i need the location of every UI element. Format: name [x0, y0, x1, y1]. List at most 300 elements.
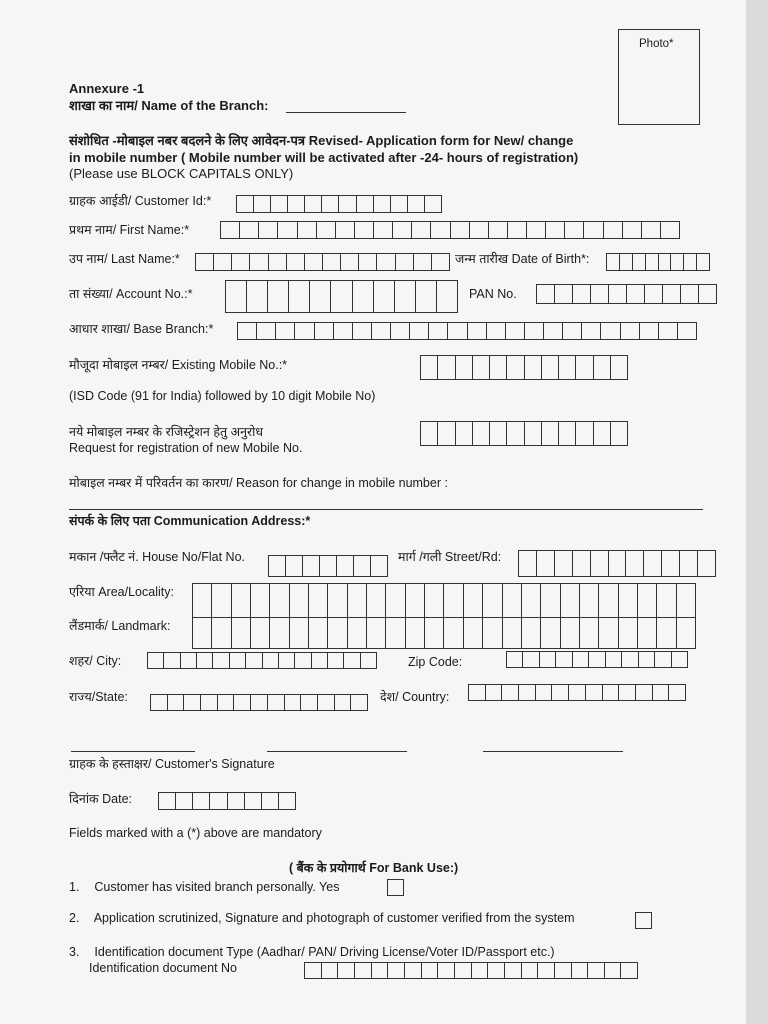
char-cell[interactable]: [519, 551, 537, 576]
char-cell[interactable]: [487, 323, 506, 339]
char-cell[interactable]: [213, 653, 229, 668]
char-cell[interactable]: [456, 356, 473, 379]
country-field[interactable]: [468, 684, 686, 701]
char-cell[interactable]: [444, 618, 463, 648]
char-cell[interactable]: [522, 584, 541, 617]
char-cell[interactable]: [621, 963, 637, 978]
char-cell[interactable]: [508, 222, 527, 238]
char-cell[interactable]: [257, 323, 276, 339]
char-cell[interactable]: [638, 584, 657, 617]
char-cell[interactable]: [437, 281, 457, 312]
char-cell[interactable]: [573, 551, 591, 576]
char-cell[interactable]: [214, 254, 232, 270]
char-cell[interactable]: [438, 356, 455, 379]
char-cell[interactable]: [230, 653, 246, 668]
char-cell[interactable]: [232, 254, 250, 270]
char-cell[interactable]: [505, 963, 522, 978]
char-cell[interactable]: [599, 584, 618, 617]
char-cell[interactable]: [555, 551, 573, 576]
char-cell[interactable]: [412, 222, 431, 238]
char-cell[interactable]: [677, 584, 695, 617]
char-cell[interactable]: [636, 685, 653, 700]
char-cell[interactable]: [640, 323, 659, 339]
char-cell[interactable]: [377, 254, 395, 270]
char-cell[interactable]: [262, 793, 279, 809]
char-cell[interactable]: [367, 618, 386, 648]
char-cell[interactable]: [386, 584, 405, 617]
char-cell[interactable]: [279, 653, 295, 668]
char-cell[interactable]: [444, 584, 463, 617]
char-cell[interactable]: [541, 618, 560, 648]
dob-field[interactable]: [606, 253, 710, 271]
char-cell[interactable]: [270, 584, 289, 617]
char-cell[interactable]: [367, 584, 386, 617]
char-cell[interactable]: [396, 254, 414, 270]
char-cell[interactable]: [355, 222, 374, 238]
char-cell[interactable]: [588, 963, 605, 978]
char-cell[interactable]: [323, 254, 341, 270]
id-doc-no-field[interactable]: [304, 962, 638, 979]
char-cell[interactable]: [268, 695, 285, 710]
char-cell[interactable]: [582, 323, 601, 339]
char-cell[interactable]: [586, 685, 603, 700]
area-field[interactable]: [192, 583, 696, 618]
char-cell[interactable]: [406, 618, 425, 648]
char-cell[interactable]: [432, 254, 449, 270]
char-cell[interactable]: [181, 653, 197, 668]
char-cell[interactable]: [148, 653, 164, 668]
base-branch-field[interactable]: [237, 322, 697, 340]
char-cell[interactable]: [425, 584, 444, 617]
char-cell[interactable]: [620, 254, 633, 270]
char-cell[interactable]: [603, 685, 620, 700]
char-cell[interactable]: [672, 652, 687, 667]
char-cell[interactable]: [633, 254, 646, 270]
char-cell[interactable]: [542, 356, 559, 379]
char-cell[interactable]: [285, 695, 302, 710]
char-cell[interactable]: [159, 793, 176, 809]
char-cell[interactable]: [201, 695, 218, 710]
char-cell[interactable]: [556, 652, 572, 667]
new-mobile-field[interactable]: [420, 421, 628, 446]
char-cell[interactable]: [622, 652, 638, 667]
char-cell[interactable]: [663, 285, 681, 303]
char-cell[interactable]: [320, 556, 337, 576]
char-cell[interactable]: [519, 685, 536, 700]
signature-line-1[interactable]: [71, 751, 195, 752]
char-cell[interactable]: [697, 254, 709, 270]
char-cell[interactable]: [455, 963, 472, 978]
pan-field[interactable]: [536, 284, 717, 304]
char-cell[interactable]: [344, 653, 360, 668]
char-cell[interactable]: [335, 695, 352, 710]
char-cell[interactable]: [483, 584, 502, 617]
char-cell[interactable]: [552, 685, 569, 700]
char-cell[interactable]: [336, 222, 355, 238]
char-cell[interactable]: [290, 584, 309, 617]
char-cell[interactable]: [315, 323, 334, 339]
char-cell[interactable]: [678, 323, 696, 339]
street-field[interactable]: [518, 550, 716, 577]
char-cell[interactable]: [289, 281, 310, 312]
char-cell[interactable]: [328, 584, 347, 617]
char-cell[interactable]: [263, 653, 279, 668]
char-cell[interactable]: [584, 222, 603, 238]
char-cell[interactable]: [421, 356, 438, 379]
char-cell[interactable]: [386, 618, 405, 648]
char-cell[interactable]: [226, 281, 247, 312]
char-cell[interactable]: [353, 323, 372, 339]
char-cell[interactable]: [623, 222, 642, 238]
char-cell[interactable]: [456, 422, 473, 445]
char-cell[interactable]: [193, 793, 210, 809]
char-cell[interactable]: [406, 584, 425, 617]
char-cell[interactable]: [489, 222, 508, 238]
char-cell[interactable]: [318, 695, 335, 710]
char-cell[interactable]: [506, 323, 525, 339]
account-no-field[interactable]: [225, 280, 458, 313]
char-cell[interactable]: [621, 323, 640, 339]
char-cell[interactable]: [591, 285, 609, 303]
char-cell[interactable]: [290, 618, 309, 648]
char-cell[interactable]: [537, 285, 555, 303]
char-cell[interactable]: [374, 196, 391, 212]
char-cell[interactable]: [295, 323, 314, 339]
char-cell[interactable]: [374, 281, 395, 312]
char-cell[interactable]: [295, 653, 311, 668]
char-cell[interactable]: [232, 584, 251, 617]
char-cell[interactable]: [341, 254, 359, 270]
date-field[interactable]: [158, 792, 296, 810]
char-cell[interactable]: [464, 618, 483, 648]
char-cell[interactable]: [247, 281, 268, 312]
char-cell[interactable]: [303, 556, 320, 576]
first-name-field[interactable]: [220, 221, 680, 239]
char-cell[interactable]: [338, 963, 355, 978]
char-cell[interactable]: [438, 422, 455, 445]
char-cell[interactable]: [503, 618, 522, 648]
char-cell[interactable]: [429, 323, 448, 339]
char-cell[interactable]: [470, 222, 489, 238]
char-cell[interactable]: [503, 584, 522, 617]
photo-box[interactable]: [618, 29, 700, 125]
char-cell[interactable]: [193, 584, 212, 617]
char-cell[interactable]: [611, 422, 627, 445]
char-cell[interactable]: [232, 618, 251, 648]
char-cell[interactable]: [339, 196, 356, 212]
char-cell[interactable]: [483, 618, 502, 648]
char-cell[interactable]: [611, 356, 627, 379]
char-cell[interactable]: [607, 254, 620, 270]
char-cell[interactable]: [472, 963, 489, 978]
char-cell[interactable]: [639, 652, 655, 667]
char-cell[interactable]: [527, 222, 546, 238]
char-cell[interactable]: [507, 356, 524, 379]
char-cell[interactable]: [240, 222, 259, 238]
char-cell[interactable]: [388, 963, 405, 978]
char-cell[interactable]: [331, 281, 352, 312]
char-cell[interactable]: [561, 618, 580, 648]
char-cell[interactable]: [393, 222, 412, 238]
char-cell[interactable]: [212, 618, 231, 648]
char-cell[interactable]: [359, 254, 377, 270]
char-cell[interactable]: [541, 584, 560, 617]
char-cell[interactable]: [627, 285, 645, 303]
char-cell[interactable]: [421, 422, 438, 445]
char-cell[interactable]: [507, 652, 523, 667]
char-cell[interactable]: [525, 356, 542, 379]
existing-mobile-field[interactable]: [420, 355, 628, 380]
char-cell[interactable]: [184, 695, 201, 710]
char-cell[interactable]: [355, 963, 372, 978]
char-cell[interactable]: [234, 695, 251, 710]
visited-yes-checkbox[interactable]: [387, 879, 404, 896]
char-cell[interactable]: [473, 356, 490, 379]
char-cell[interactable]: [221, 222, 240, 238]
char-cell[interactable]: [699, 285, 716, 303]
char-cell[interactable]: [589, 652, 605, 667]
char-cell[interactable]: [371, 556, 387, 576]
char-cell[interactable]: [310, 281, 331, 312]
char-cell[interactable]: [540, 652, 556, 667]
char-cell[interactable]: [270, 618, 289, 648]
char-cell[interactable]: [212, 584, 231, 617]
char-cell[interactable]: [431, 222, 450, 238]
char-cell[interactable]: [151, 695, 168, 710]
city-field[interactable]: [147, 652, 377, 669]
char-cell[interactable]: [619, 685, 636, 700]
char-cell[interactable]: [414, 254, 432, 270]
char-cell[interactable]: [408, 196, 425, 212]
char-cell[interactable]: [328, 653, 344, 668]
char-cell[interactable]: [372, 323, 391, 339]
char-cell[interactable]: [464, 584, 483, 617]
char-cell[interactable]: [591, 551, 609, 576]
char-cell[interactable]: [268, 281, 289, 312]
char-cell[interactable]: [573, 285, 591, 303]
char-cell[interactable]: [305, 254, 323, 270]
char-cell[interactable]: [559, 422, 576, 445]
char-cell[interactable]: [680, 551, 698, 576]
char-cell[interactable]: [473, 422, 490, 445]
char-cell[interactable]: [555, 285, 573, 303]
char-cell[interactable]: [659, 323, 678, 339]
char-cell[interactable]: [468, 323, 487, 339]
char-cell[interactable]: [619, 618, 638, 648]
char-cell[interactable]: [486, 685, 503, 700]
char-cell[interactable]: [525, 422, 542, 445]
state-field[interactable]: [150, 694, 368, 711]
char-cell[interactable]: [361, 653, 376, 668]
char-cell[interactable]: [522, 963, 539, 978]
char-cell[interactable]: [502, 685, 519, 700]
char-cell[interactable]: [405, 963, 422, 978]
char-cell[interactable]: [572, 963, 589, 978]
char-cell[interactable]: [374, 222, 393, 238]
char-cell[interactable]: [251, 618, 270, 648]
char-cell[interactable]: [348, 618, 367, 648]
zip-field[interactable]: [506, 651, 688, 668]
char-cell[interactable]: [259, 222, 278, 238]
char-cell[interactable]: [659, 254, 672, 270]
char-cell[interactable]: [245, 793, 262, 809]
char-cell[interactable]: [305, 196, 322, 212]
char-cell[interactable]: [594, 356, 611, 379]
char-cell[interactable]: [604, 222, 623, 238]
reason-line[interactable]: [69, 509, 703, 510]
char-cell[interactable]: [354, 556, 371, 576]
char-cell[interactable]: [301, 695, 318, 710]
landmark-field[interactable]: [192, 617, 696, 649]
char-cell[interactable]: [642, 222, 661, 238]
char-cell[interactable]: [425, 196, 441, 212]
char-cell[interactable]: [312, 653, 328, 668]
char-cell[interactable]: [669, 685, 685, 700]
char-cell[interactable]: [228, 793, 245, 809]
char-cell[interactable]: [490, 422, 507, 445]
char-cell[interactable]: [269, 254, 287, 270]
char-cell[interactable]: [576, 422, 593, 445]
char-cell[interactable]: [317, 222, 336, 238]
char-cell[interactable]: [271, 196, 288, 212]
char-cell[interactable]: [537, 551, 555, 576]
verified-checkbox[interactable]: [635, 912, 652, 929]
char-cell[interactable]: [322, 196, 339, 212]
char-cell[interactable]: [525, 323, 544, 339]
char-cell[interactable]: [662, 551, 680, 576]
char-cell[interactable]: [698, 551, 715, 576]
char-cell[interactable]: [193, 618, 212, 648]
char-cell[interactable]: [322, 963, 339, 978]
char-cell[interactable]: [391, 196, 408, 212]
char-cell[interactable]: [288, 196, 305, 212]
char-cell[interactable]: [451, 222, 470, 238]
char-cell[interactable]: [609, 551, 627, 576]
char-cell[interactable]: [251, 695, 268, 710]
char-cell[interactable]: [538, 963, 555, 978]
customer-id-field[interactable]: [236, 195, 442, 213]
char-cell[interactable]: [269, 556, 286, 576]
char-cell[interactable]: [523, 652, 539, 667]
char-cell[interactable]: [237, 196, 254, 212]
char-cell[interactable]: [681, 285, 699, 303]
char-cell[interactable]: [164, 653, 180, 668]
char-cell[interactable]: [351, 695, 367, 710]
char-cell[interactable]: [410, 323, 429, 339]
char-cell[interactable]: [601, 323, 620, 339]
char-cell[interactable]: [372, 963, 389, 978]
char-cell[interactable]: [599, 618, 618, 648]
char-cell[interactable]: [684, 254, 697, 270]
char-cell[interactable]: [305, 963, 322, 978]
signature-line-3[interactable]: [483, 751, 623, 752]
char-cell[interactable]: [638, 618, 657, 648]
char-cell[interactable]: [395, 281, 416, 312]
char-cell[interactable]: [561, 584, 580, 617]
char-cell[interactable]: [644, 551, 662, 576]
char-cell[interactable]: [251, 584, 270, 617]
char-cell[interactable]: [609, 285, 627, 303]
char-cell[interactable]: [286, 556, 303, 576]
char-cell[interactable]: [619, 584, 638, 617]
char-cell[interactable]: [334, 323, 353, 339]
char-cell[interactable]: [657, 618, 676, 648]
char-cell[interactable]: [238, 323, 257, 339]
char-cell[interactable]: [391, 323, 410, 339]
char-cell[interactable]: [309, 584, 328, 617]
char-cell[interactable]: [580, 618, 599, 648]
char-cell[interactable]: [337, 556, 354, 576]
char-cell[interactable]: [555, 963, 572, 978]
char-cell[interactable]: [416, 281, 437, 312]
char-cell[interactable]: [536, 685, 553, 700]
char-cell[interactable]: [544, 323, 563, 339]
char-cell[interactable]: [657, 584, 676, 617]
char-cell[interactable]: [246, 653, 262, 668]
char-cell[interactable]: [309, 618, 328, 648]
char-cell[interactable]: [573, 652, 589, 667]
char-cell[interactable]: [563, 323, 582, 339]
char-cell[interactable]: [671, 254, 684, 270]
char-cell[interactable]: [425, 618, 444, 648]
char-cell[interactable]: [448, 323, 467, 339]
signature-line-2[interactable]: [267, 751, 407, 752]
char-cell[interactable]: [254, 196, 271, 212]
char-cell[interactable]: [626, 551, 644, 576]
char-cell[interactable]: [559, 356, 576, 379]
char-cell[interactable]: [576, 356, 593, 379]
char-cell[interactable]: [542, 422, 559, 445]
house-no-field[interactable]: [268, 555, 388, 577]
char-cell[interactable]: [469, 685, 486, 700]
char-cell[interactable]: [438, 963, 455, 978]
char-cell[interactable]: [655, 652, 671, 667]
char-cell[interactable]: [580, 584, 599, 617]
char-cell[interactable]: [176, 793, 193, 809]
char-cell[interactable]: [250, 254, 268, 270]
char-cell[interactable]: [488, 963, 505, 978]
char-cell[interactable]: [276, 323, 295, 339]
char-cell[interactable]: [278, 222, 297, 238]
char-cell[interactable]: [353, 281, 374, 312]
char-cell[interactable]: [677, 618, 695, 648]
char-cell[interactable]: [490, 356, 507, 379]
char-cell[interactable]: [522, 618, 541, 648]
char-cell[interactable]: [197, 653, 213, 668]
char-cell[interactable]: [218, 695, 235, 710]
last-name-field[interactable]: [195, 253, 450, 271]
char-cell[interactable]: [565, 222, 584, 238]
char-cell[interactable]: [606, 652, 622, 667]
char-cell[interactable]: [328, 618, 347, 648]
char-cell[interactable]: [357, 196, 374, 212]
char-cell[interactable]: [422, 963, 439, 978]
char-cell[interactable]: [646, 254, 659, 270]
char-cell[interactable]: [210, 793, 227, 809]
char-cell[interactable]: [661, 222, 679, 238]
char-cell[interactable]: [569, 685, 586, 700]
char-cell[interactable]: [298, 222, 317, 238]
char-cell[interactable]: [348, 584, 367, 617]
char-cell[interactable]: [507, 422, 524, 445]
branch-name-line[interactable]: [286, 112, 406, 113]
char-cell[interactable]: [645, 285, 663, 303]
char-cell[interactable]: [653, 685, 670, 700]
char-cell[interactable]: [196, 254, 214, 270]
char-cell[interactable]: [287, 254, 305, 270]
char-cell[interactable]: [279, 793, 295, 809]
char-cell[interactable]: [546, 222, 565, 238]
